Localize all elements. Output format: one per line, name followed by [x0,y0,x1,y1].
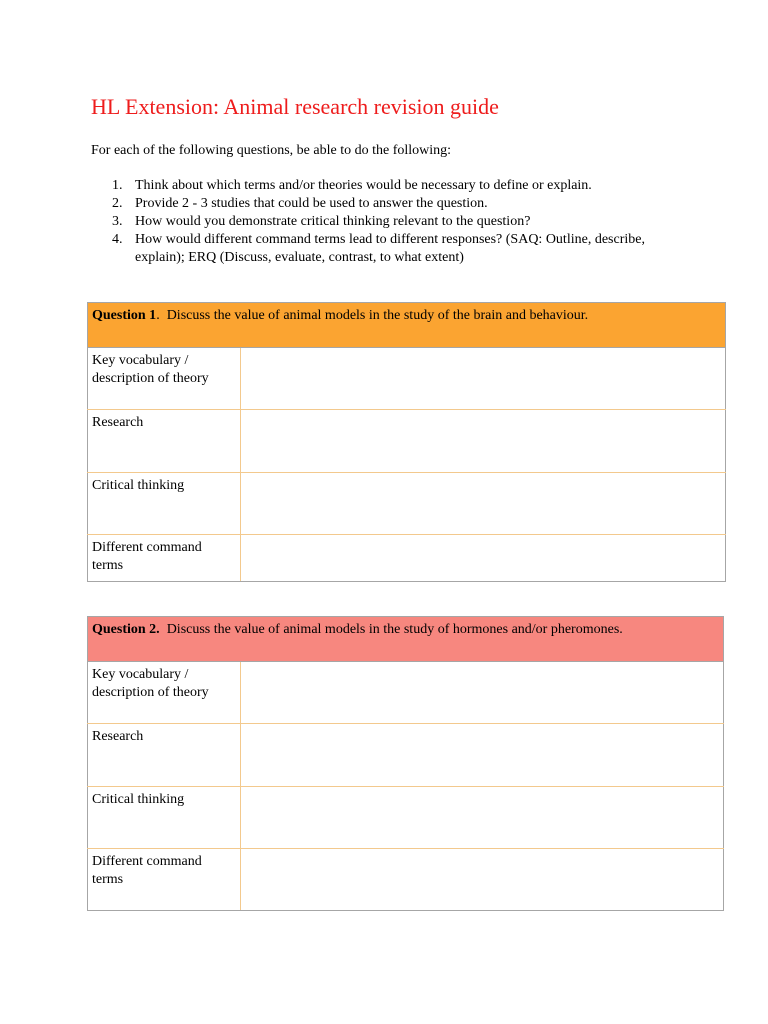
answer-cell-critical-thinking[interactable] [241,787,724,849]
list-item-text: Think about which terms and/or theories would be necessary to define or explain. [135,178,592,193]
list-item-text: How would different command terms lead to different responses? (SAQ: Outline, describe, explain); ERQ (Discuss, evaluate, contrast, to what extent) [135,232,645,265]
row-label-research: Research [88,724,241,787]
row-label-command-terms: Different command terms [88,849,241,911]
row-label-key-vocabulary: Key vocabulary / description of theory [88,662,241,724]
question-2-table [87,616,724,911]
answer-cell-key-vocabulary[interactable] [241,348,726,410]
list-item [91,195,651,213]
question-1-separator: . [156,308,160,323]
intro-text: For each of the following questions, be able to do the following: [91,143,452,158]
answer-cell-key-vocabulary[interactable] [241,662,724,724]
list-number: 4. [112,232,123,247]
list-number: 1. [112,178,123,193]
question-1-table [87,302,726,582]
row-label-critical-thinking: Critical thinking [88,473,241,535]
list-item-text: Provide 2 - 3 studies that could be used to answer the question. [135,196,488,211]
answer-cell-command-terms[interactable] [241,849,724,911]
question-2-label: Question 2. [92,622,160,637]
answer-cell-research[interactable] [241,410,726,473]
list-item [91,213,651,231]
list-item [91,231,651,267]
question-1-label: Question 1 [92,308,157,323]
row-label-research: Research [88,410,241,473]
question-1-header [88,303,726,348]
instructions-list [91,177,651,267]
list-number: 2. [112,196,123,211]
question-1-text: Discuss the value of animal models in the study of the brain and behaviour. [166,308,589,323]
list-item-text: How would you demonstrate critical thinking relevant to the question? [135,214,531,229]
list-number: 3. [112,214,123,229]
list-item [91,177,651,195]
answer-cell-research[interactable] [241,724,724,787]
question-2-text: Discuss the value of animal models in the study of hormones and/or pheromones. [166,622,623,637]
answer-cell-command-terms[interactable] [241,535,726,582]
row-label-critical-thinking: Critical thinking [88,787,241,849]
answer-cell-critical-thinking[interactable] [241,473,726,535]
question-2-header [88,617,724,662]
row-label-command-terms: Different command terms [88,535,241,582]
page-title: HL Extension: Animal research revision guide [91,94,499,119]
row-label-key-vocabulary: Key vocabulary / description of theory [88,348,241,410]
